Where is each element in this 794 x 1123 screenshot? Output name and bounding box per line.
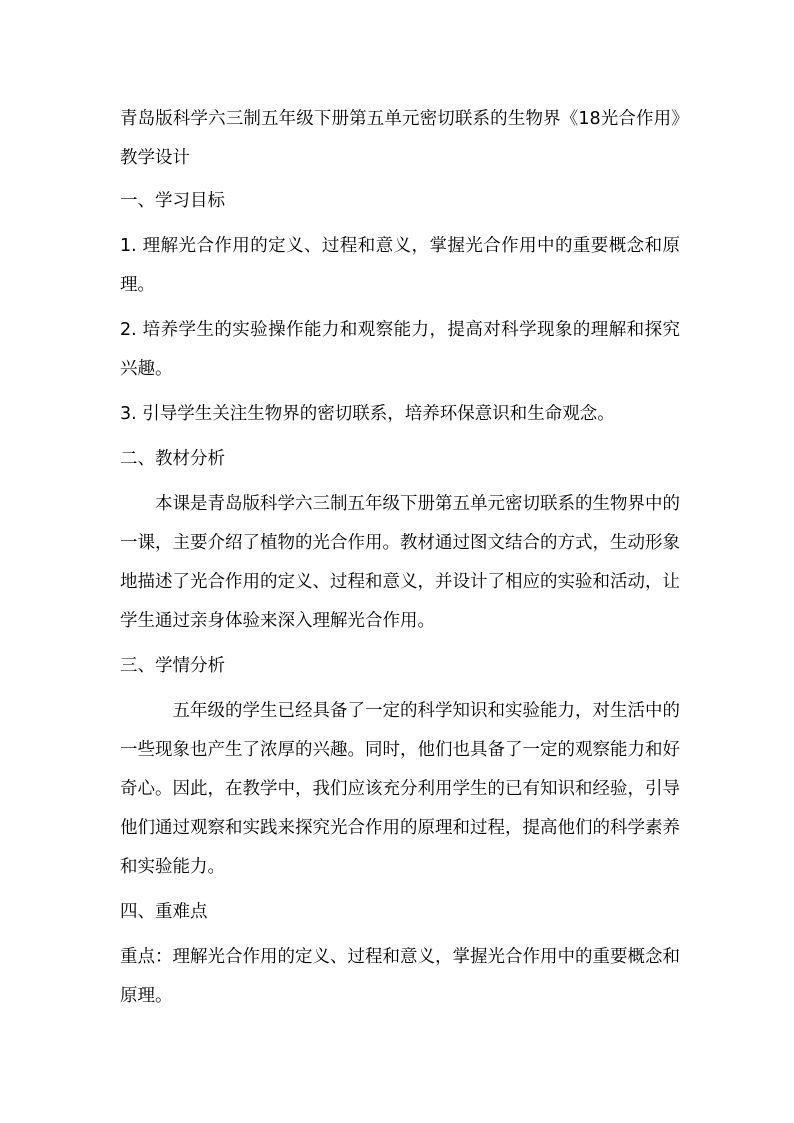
objective-item-2: 2. 培养学生的实验操作能力和观察能力，提高对科学现象的理解和探究兴趣。 bbox=[120, 320, 680, 379]
section-heading-textbook-analysis: 二、教材分析 bbox=[120, 449, 225, 469]
student-analysis-paragraph: 五年级的学生已经具备了一定的科学知识和实验能力，对生活中的一些现象也产生了浓厚的兴趣。同时，他们也具备了一定的观察能力和好奇心。因此，在教学中，我们应该充分利用学生的已有知识和经验，引导他们通过观察和实践来探究光合作用的原理和过程，提高他们的科学素养和实验能力。 bbox=[120, 701, 680, 877]
section-heading-key-points: 四、重难点 bbox=[120, 902, 208, 922]
textbook-analysis-paragraph: 本课是青岛版科学六三制五年级下册第五单元密切联系的生物界中的一课，主要介绍了植物的光合作用。教材通过图文结合的方式，生动形象地描述了光合作用的定义、过程和意义，并设计了相应的实验和活动，让学生通过亲身体验来深入理解光合作用。 bbox=[120, 494, 680, 631]
document-body bbox=[120, 100, 680, 1022]
objective-item-3: 3. 引导学生关注生物界的密切联系，培养环保意识和生命观念。 bbox=[120, 404, 615, 424]
section-heading-student-analysis: 三、学情分析 bbox=[120, 656, 225, 676]
section-heading-objectives: 一、学习目标 bbox=[120, 191, 225, 211]
document-title: 青岛版科学六三制五年级下册第五单元密切联系的生物界《18光合作用》教学设计 bbox=[120, 109, 680, 168]
key-point-paragraph: 重点：理解光合作用的定义、过程和意义，掌握光合作用中的重要概念和原理。 bbox=[120, 947, 680, 1006]
objective-item-1: 1. 理解光合作用的定义、过程和意义，掌握光合作用中的重要概念和原理。 bbox=[120, 236, 680, 295]
